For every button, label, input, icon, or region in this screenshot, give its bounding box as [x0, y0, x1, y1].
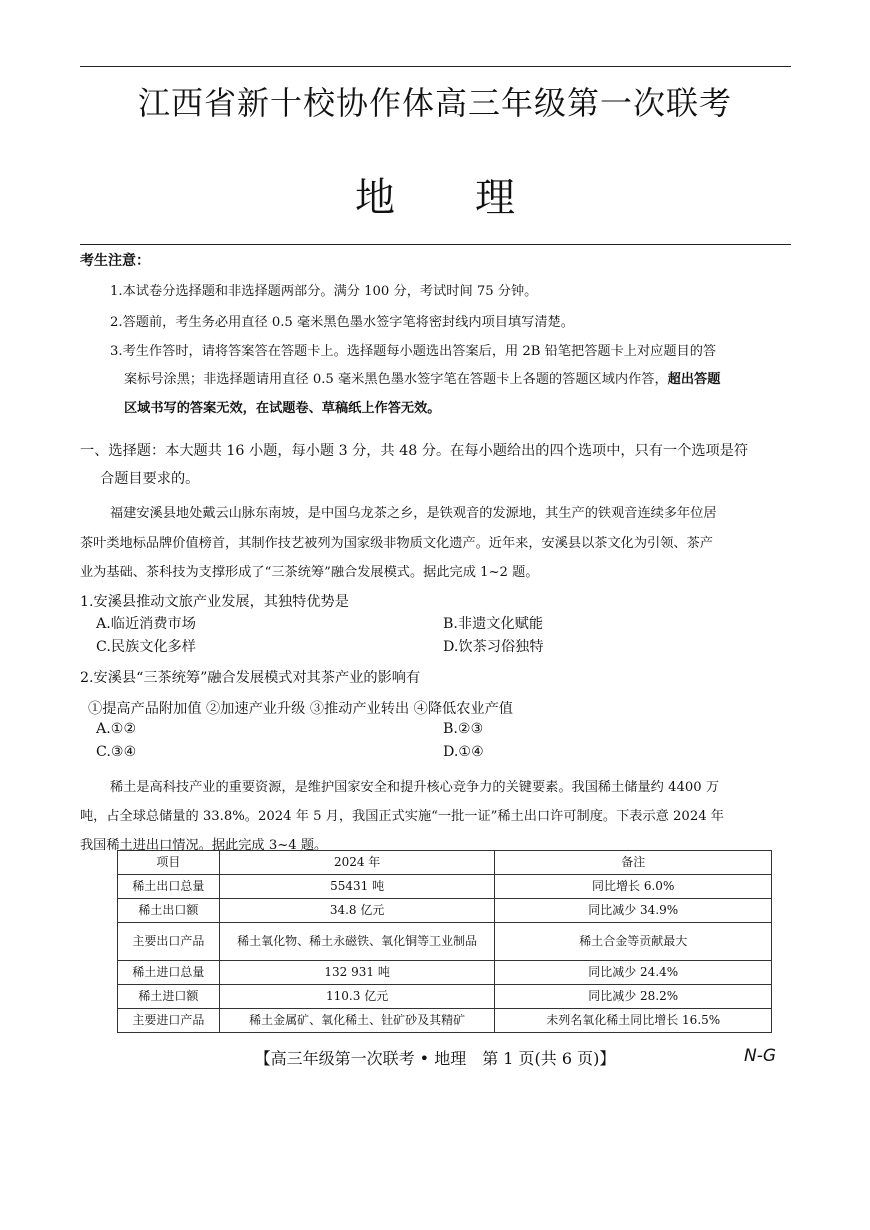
table-cell: 稀土合金等贡献最大 [495, 923, 772, 961]
notice-item-3: 3.考生作答时，请将答案答在答题卡上。选择题每小题选出答案后，用 2B 铅笔把答题卡上对应题目的答 [110, 344, 717, 359]
passage1-line-2: 茶叶类地标品牌价值榜首，其制作技艺被列为国家级非物质文化遗产。近年来，安溪县以茶文化为引领、茶产 [80, 536, 713, 551]
table-header-item: 项目 [118, 851, 220, 875]
passage1-line-1: 福建安溪县地处戴云山脉东南坡，是中国乌龙茶之乡，是铁观音的发源地，其生产的铁观音连续多年位居 [110, 506, 717, 521]
table-cell: 同比减少 24.4% [495, 961, 772, 985]
notice-heading: 考生注意： [80, 253, 150, 269]
notice-item-3-bold: 超出答题 [667, 372, 721, 387]
header-bottom-rule [80, 244, 791, 245]
section1-heading-cont: 合题目要求的。 [100, 471, 200, 487]
table-header-row [118, 851, 772, 875]
table-cell: 稀土金属矿、氧化稀土、钍矿砂及其精矿 [219, 1009, 495, 1033]
q2-statements: ①提高产品附加值 ②加速产业升级 ③推动产业转出 ④降低农业产值 [88, 701, 513, 717]
table-row [118, 985, 772, 1009]
table-cell: 34.8 亿元 [219, 899, 495, 923]
notice-item-3-text: 案标号涂黑；非选择题请用直径 0.5 毫米黑色墨水签字笔在答题卡上各题的答题区域内作答， [124, 372, 668, 387]
table-cell: 稀土进口额 [118, 985, 220, 1009]
table-cell: 132 931 吨 [219, 961, 495, 985]
notice-item-3-cont [124, 368, 720, 387]
q2-option-b: B.②③ [443, 721, 484, 737]
table-header-year: 2024 年 [219, 851, 495, 875]
page-footer: 【高三年级第一次联考 • 地理 第 1 页(共 6 页)】 [254, 1049, 616, 1068]
table-header-note: 备注 [495, 851, 772, 875]
table-cell: 稀土出口额 [118, 899, 220, 923]
table-cell: 55431 吨 [219, 875, 495, 899]
q2-stem: 2.安溪县“三茶统筹”融合发展模式对其茶产业的影响有 [80, 670, 421, 686]
table-cell: 稀土出口总量 [118, 875, 220, 899]
q1-option-d: D.饮茶习俗独特 [443, 639, 544, 655]
passage2-line-3: 我国稀土进出口情况。据此完成 3~4 题。 [80, 838, 328, 853]
q2-option-c: C.③④ [96, 744, 137, 760]
section1-heading: 一、选择题：本大题共 16 小题，每小题 3 分，共 48 分。在每小题给出的四个选项中，只有一个选项是符 [80, 443, 749, 459]
table-cell: 同比减少 34.9% [495, 899, 772, 923]
table-cell: 110.3 亿元 [219, 985, 495, 1009]
table-cell: 稀土氧化物、稀土永磁铁、氧化铜等工业制品 [219, 923, 495, 961]
table-cell: 同比增长 6.0% [495, 875, 772, 899]
table-row [118, 875, 772, 899]
q1-option-b: B.非遗文化赋能 [443, 616, 544, 632]
table-cell: 稀土进口总量 [118, 961, 220, 985]
table-row [118, 1009, 772, 1033]
paper-code: N-G [744, 1046, 777, 1066]
passage2-line-1: 稀土是高科技产业的重要资源，是维护国家安全和提升核心竞争力的关键要素。我国稀土储量约 4400 万 [110, 780, 720, 795]
table-cell: 未列名氧化稀土同比增长 16.5% [495, 1009, 772, 1033]
q2-option-a: A.①② [96, 721, 137, 737]
notice-item-1: 1.本试卷分选择题和非选择题两部分。满分 100 分，考试时间 75 分钟。 [110, 284, 538, 299]
table-cell: 同比减少 28.2% [495, 985, 772, 1009]
table-row [118, 923, 772, 961]
table-cell: 主要出口产品 [118, 923, 220, 961]
exam-title: 江西省新十校协作体高三年级第一次联考 [137, 84, 732, 122]
notice-item-3-bold-cont: 区域书写的答案无效，在试题卷、草稿纸上作答无效。 [124, 401, 441, 416]
top-rule [80, 66, 791, 67]
notice-item-2: 2.答题前，考生务必用直径 0.5 毫米黑色墨水签字笔将密封线内项目填写清楚。 [110, 315, 574, 330]
passage1-line-3: 业为基础、茶科技为支撑形成了“三茶统筹”融合发展模式。据此完成 1~2 题。 [80, 565, 539, 580]
subject-title: 地 理 [355, 175, 515, 221]
q1-option-c: C.民族文化多样 [96, 639, 196, 655]
q1-stem: 1.安溪县推动文旅产业发展，其独特优势是 [80, 594, 349, 610]
q2-option-d: D.①④ [443, 744, 484, 760]
table-cell: 主要进口产品 [118, 1009, 220, 1033]
q1-option-a: A.临近消费市场 [96, 616, 196, 632]
passage2-line-2: 吨，占全球总储量的 33.8%。2024 年 5 月，我国正式实施“一批一证”稀土出口许可制度。下表示意 2024 年 [80, 809, 724, 824]
table-row [118, 961, 772, 985]
table-row [118, 899, 772, 923]
rare-earth-table [117, 850, 772, 1033]
